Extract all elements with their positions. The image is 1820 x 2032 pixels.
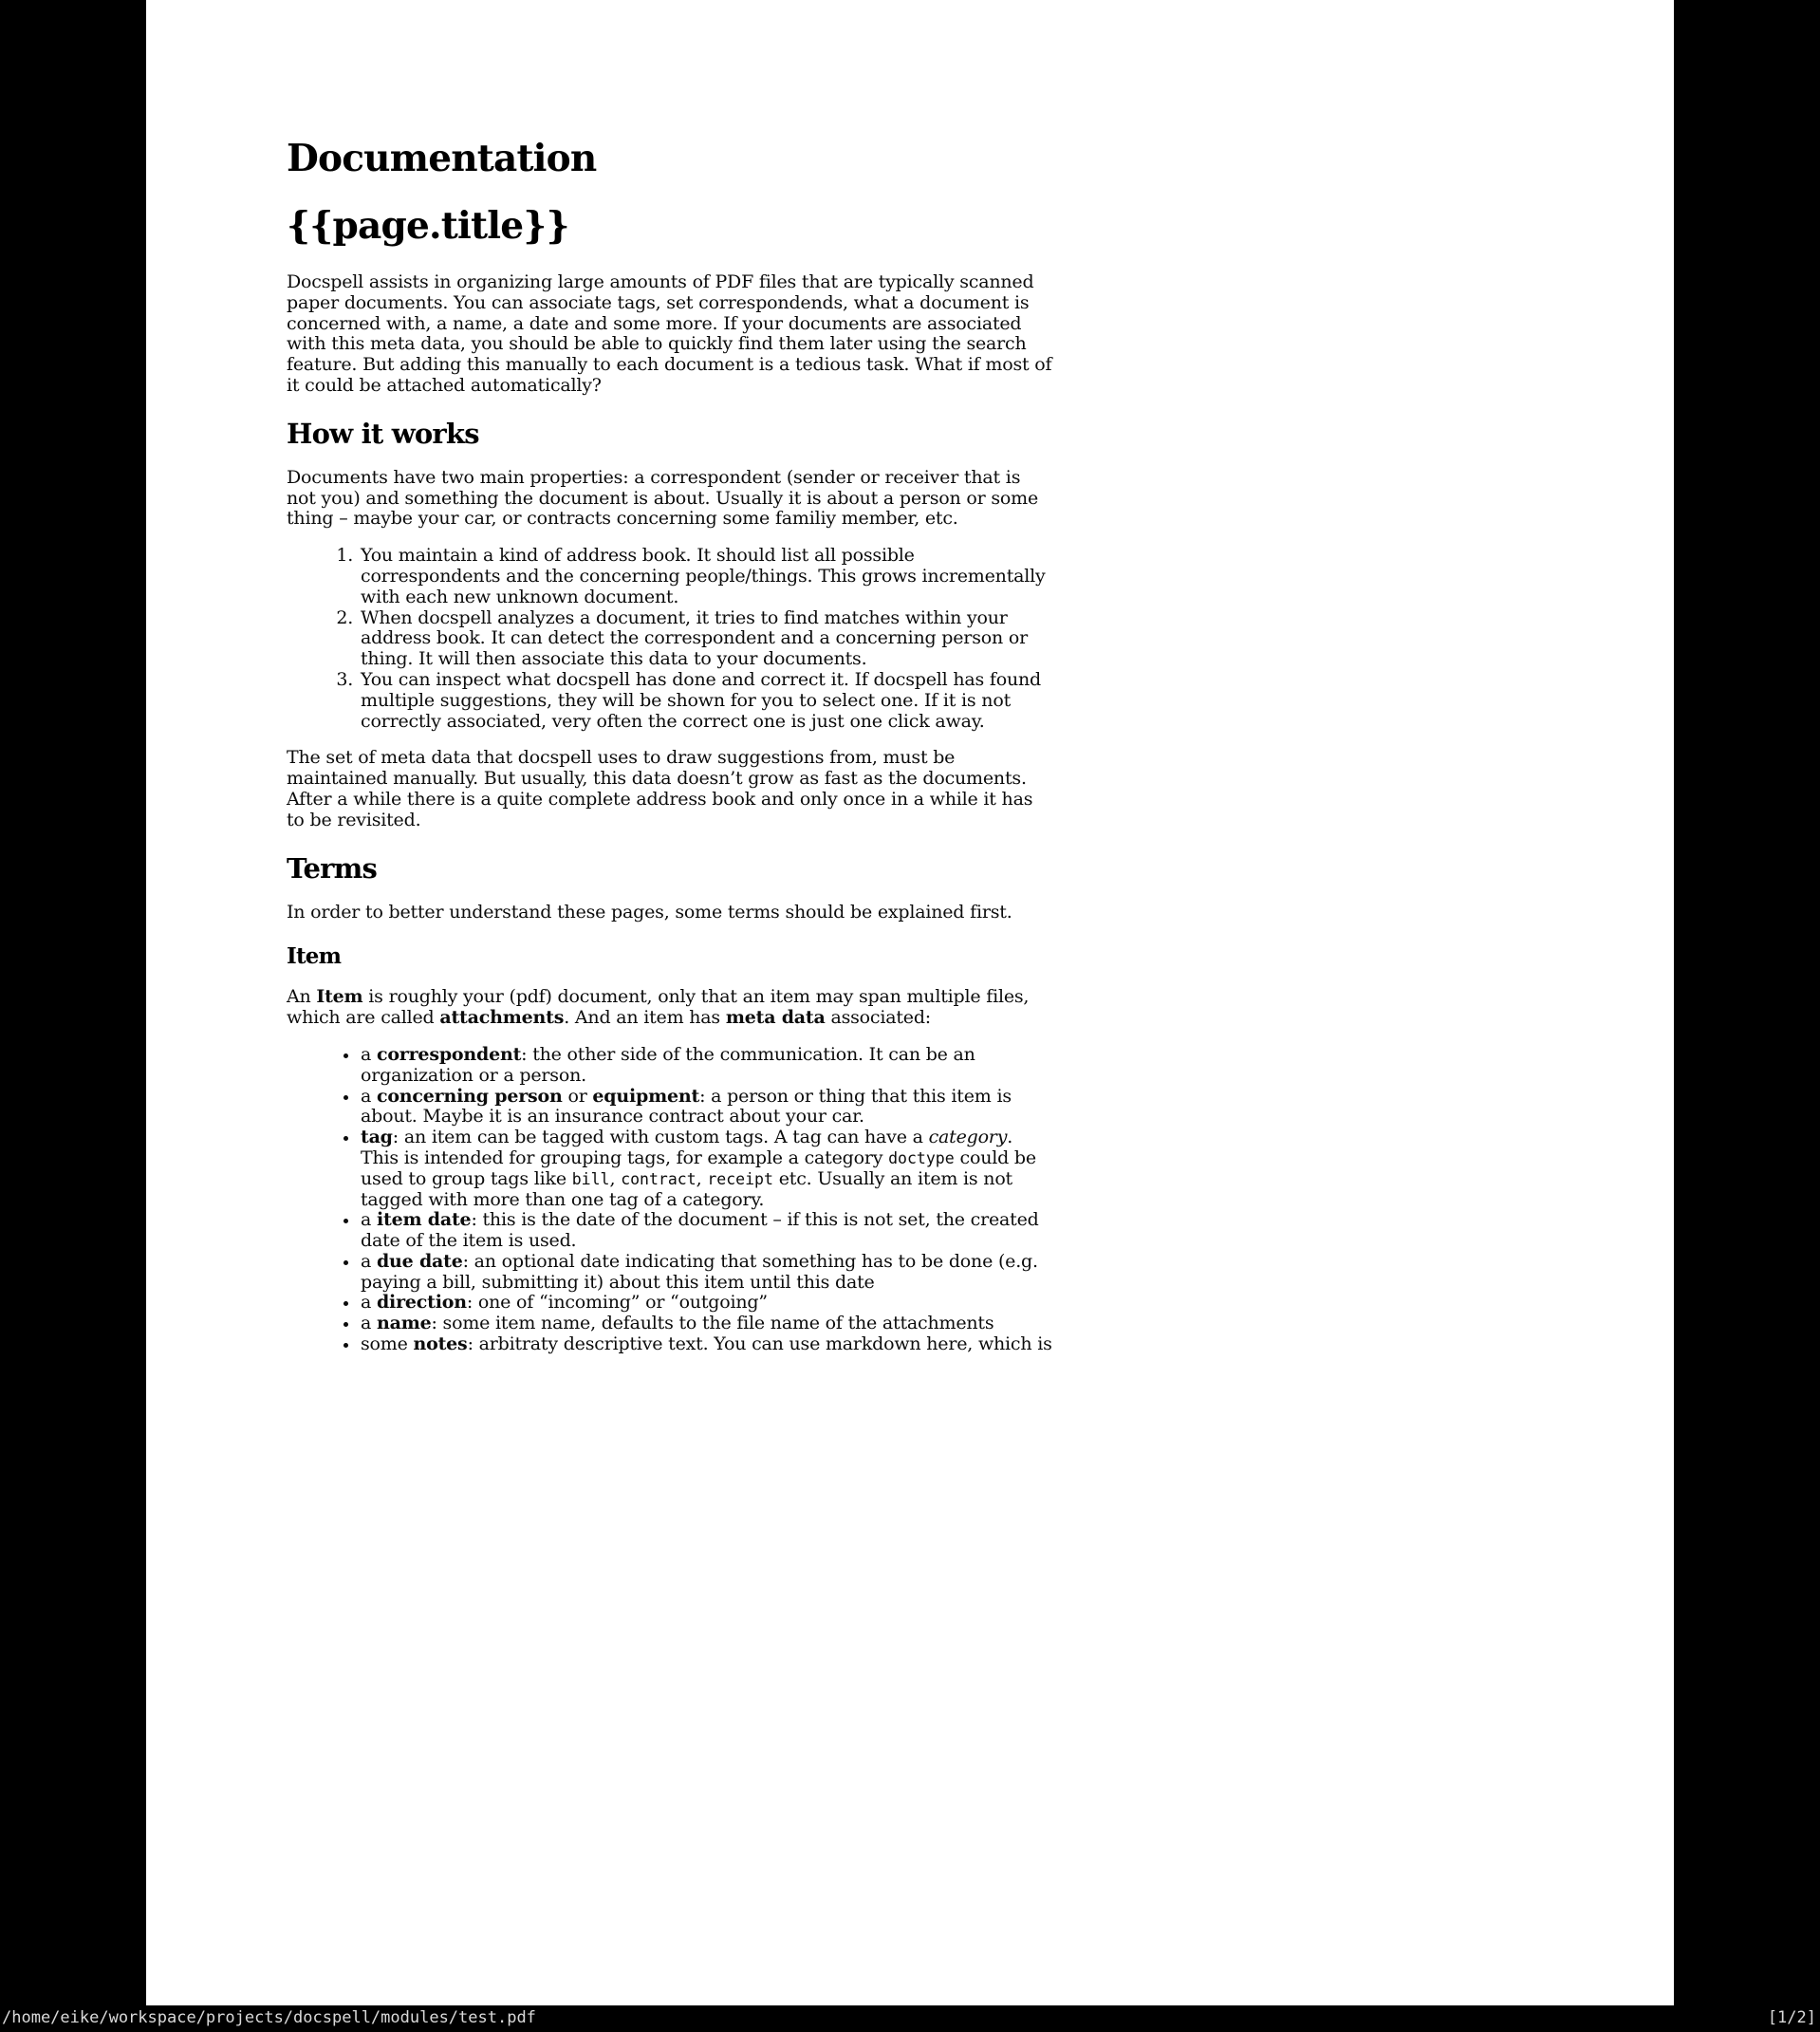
term-bullet: • a concerning person or equipment: a person or thing that this item is about. Maybe it is an insurance contract about your car. <box>359 1087 1052 1128</box>
term-bullet: • a direction: one of “incoming” or “outgoing” <box>359 1293 1052 1314</box>
numbered-step: 3. You can inspect what docspell has done and correct it. If docspell has found multiple suggestions, they will be shown for you to select one. If it is not correctly associated, very often the correct one is just one click away. <box>359 670 1052 732</box>
section-heading-how-it-works: How it works <box>287 417 479 450</box>
intro-paragraph: Docspell assists in organizing large amounts of PDF files that are typically scanned paper documents. You can associate tags, set correspondends, what a document is concerned with, a name, a date and some more. If your documents are associated with this meta data, you should be able to quickly find them later using the search feature. But adding this manually to each document is a tedious task. What if most of it could be attached automatically? <box>287 271 1052 396</box>
statusbar-page-indicator: [1/2] <box>1767 2008 1816 2027</box>
section-heading-terms: Terms <box>287 851 377 885</box>
how-paragraph: Documents have two main properties: a correspondent (sender or receiver that is not you) and something the document is about. Usually it is about a person or some thing – maybe your car, or contracts concerning some familiy member, etc. <box>287 466 1039 530</box>
numbered-step: 1. You maintain a kind of address book. It should list all possible correspondents and the concerning people/things. This grows incrementally with each new unknown document. <box>359 546 1052 607</box>
pdf-page <box>146 0 1674 2005</box>
how-steps-list <box>287 546 1052 732</box>
term-bullet: • a due date: an optional date indicating that something has to be done (e.g. paying a bill, submitting it) about this item until this date <box>359 1252 1052 1294</box>
statusbar-file-path: /home/eike/workspace/projects/docspell/modules/test.pdf <box>2 2008 536 2027</box>
how-outro-paragraph: The set of meta data that docspell uses to draw suggestions from, must be maintained manually. But usually, this data doesn’t grow as fast as the documents. After a while there is a quite complete address book and only once in a while it has to be revisited. <box>287 747 1033 830</box>
doc-subtitle-template: {{page.title}} <box>287 204 569 248</box>
term-bullet: • a item date: this is the date of the document – if this is not set, the created date of the item is used. <box>359 1210 1052 1252</box>
item-intro-paragraph: An Item is roughly your (pdf) document, only that an item may span multiple files, which are called attachments. And an item has meta data associated: <box>287 986 1030 1029</box>
statusbar <box>0 2005 1820 2032</box>
document-content <box>146 0 1052 1355</box>
numbered-step: 2. When docspell analyzes a document, it tries to find matches within your address book. It can detect the correspondent and a concerning person or thing. It will then associate this data to your documents. <box>359 608 1052 670</box>
item-terms-list <box>287 1045 1052 1355</box>
subsection-heading-item: Item <box>287 943 342 970</box>
terms-paragraph: In order to better understand these pages, some terms should be explained first. <box>287 901 1012 923</box>
term-bullet: • tag: an item can be tagged with custom tags. A tag can have a category. This is intended for grouping tags, for example a category doctype could be used to group tags like bill, contract, receipt etc. Usually an item is not tagged with more than one tag of a category. <box>359 1128 1052 1210</box>
doc-title: Documentation <box>287 137 597 180</box>
term-bullet: • a correspondent: the other side of the communication. It can be an organization or a person. <box>359 1045 1052 1087</box>
term-bullet: • a name: some item name, defaults to the file name of the attachments <box>359 1314 1052 1334</box>
term-bullet: • some notes: arbitraty descriptive text. You can use markdown here, which is <box>359 1334 1052 1355</box>
